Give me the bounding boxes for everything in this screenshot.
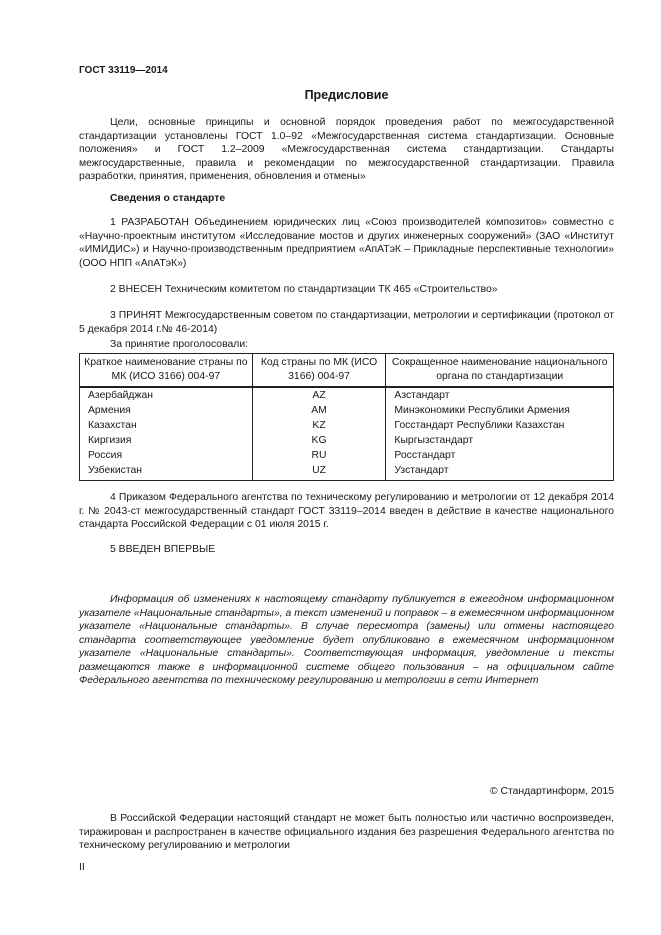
info-heading: Сведения о стандарте bbox=[110, 193, 226, 204]
table-row bbox=[80, 448, 614, 463]
country-code-cell: KZ bbox=[252, 418, 386, 433]
table-header-row bbox=[80, 354, 614, 388]
item-1-section bbox=[79, 216, 614, 270]
standards-body-cell: Узстандарт bbox=[386, 463, 614, 481]
standards-body-cell: Минэкономики Республики Армения bbox=[386, 403, 614, 418]
votes-caption: За принятие проголосовали: bbox=[110, 339, 249, 350]
country-name-cell: Россия bbox=[80, 448, 253, 463]
country-code-cell: AZ bbox=[252, 387, 386, 403]
country-code-cell: UZ bbox=[252, 463, 386, 481]
item-2-paragraph: 2 ВНЕСЕН Техническим комитетом по стандартизации ТК 465 «Строительство» bbox=[110, 284, 498, 295]
item-3-section bbox=[79, 309, 614, 336]
item-2-section bbox=[79, 283, 614, 297]
document-code: ГОСТ 33119—2014 bbox=[79, 65, 168, 76]
country-name-cell: Азербайджан bbox=[80, 387, 253, 403]
header-standards-body: Сокращенное наименование национального органа по стандартизации bbox=[386, 354, 614, 388]
country-name-cell: Казахстан bbox=[80, 418, 253, 433]
country-name-cell: Узбекистан bbox=[80, 463, 253, 481]
country-code-cell: AM bbox=[252, 403, 386, 418]
item-3-paragraph: 3 ПРИНЯТ Межгосударственным советом по стандартизации, метрологии и сертификации (протокол от 5 декабря 2014 г.№ 46-2014) bbox=[79, 310, 614, 335]
intro-section bbox=[79, 116, 614, 184]
item-5-section bbox=[79, 543, 614, 557]
standards-body-cell: Росстандарт bbox=[386, 448, 614, 463]
copyright-notice: © Стандартинформ, 2015 bbox=[489, 786, 614, 797]
table-row bbox=[80, 403, 614, 418]
table-row bbox=[80, 418, 614, 433]
rights-section bbox=[79, 812, 614, 853]
country-name-cell: Армения bbox=[80, 403, 253, 418]
page-title: Предисловие bbox=[304, 88, 389, 102]
item-1-paragraph: 1 РАЗРАБОТАН Объединением юридических лиц «Союз производителей композитов» совместно с «Научно-проектным институтом «Исследование мостов и других инженерных сооружений» (ЗАО «Институт «ИМИДИС») и Научно-производственным предприятием «АпАТэК – Прикладные перспективные технологии» (ООО НПП «АпАТэК») bbox=[79, 217, 614, 269]
standards-body-cell: Госстандарт Республики Казахстан bbox=[386, 418, 614, 433]
country-name-cell: Киргизия bbox=[80, 433, 253, 448]
votes-table bbox=[79, 353, 614, 481]
country-code-cell: RU bbox=[252, 448, 386, 463]
table-row bbox=[80, 433, 614, 448]
table-row bbox=[80, 463, 614, 481]
table-row bbox=[80, 387, 614, 403]
notice-section bbox=[79, 593, 614, 688]
intro-paragraph: Цели, основные принципы и основной порядок проведения работ по межгосударственной стандартизации установлены ГОСТ 1.0–92 «Межгосударственная система стандартизации. Основные положения» и ГОСТ 1.2–2009 «Межгосударственная система стандартизации. Стандарты межгосударственные, правила и рекомендации по межгосударственной стандартизации. Правила разработки, принятия, применения, обновления и отмены» bbox=[79, 117, 614, 182]
document-page bbox=[79, 0, 614, 935]
standards-body-cell: Азстандарт bbox=[386, 387, 614, 403]
item-5-paragraph: 5 ВВЕДЕН ВПЕРВЫЕ bbox=[110, 544, 216, 555]
notice-paragraph: Информация об изменениях к настоящему стандарту публикуется в ежегодном информационном указателе «Национальные стандарты», а текст изменений и поправок – в ежемесячном информационном указателе «Национальные стандарты». В случае пересмотра (замены) или отмены настоящего стандарта соответствующее уведомление будет опубликовано в ежемесячном информационном указателе «Национальные стандарты». Соответствующая информация, уведомление и тексты размещаются также в информационной системе общего пользования – на официальном сайте Федерального агентства по техническому регулированию и метрологии в сети Интернет bbox=[79, 594, 614, 686]
standards-body-cell: Кыргызстандарт bbox=[386, 433, 614, 448]
item-4-section bbox=[79, 491, 614, 532]
country-code-cell: KG bbox=[252, 433, 386, 448]
page-number: II bbox=[79, 862, 85, 873]
item-4-paragraph: 4 Приказом Федерального агентства по техническому регулированию и метрологии от 12 декабря 2014 г. № 2043-ст межгосударственный стандарт ГОСТ 33119–2014 введен в действие в качестве национального стандарта Российской Федерации с 01 июля 2015 г. bbox=[79, 492, 614, 530]
header-country-name: Краткое наименование страны по МК (ИСО 3166) 004-97 bbox=[80, 354, 253, 388]
rights-paragraph: В Российской Федерации настоящий стандарт не может быть полностью или частично воспроизведен, тиражирован и распространен в качестве официального издания без разрешения Федерального агентства по техническому регулированию и метрологии bbox=[79, 813, 614, 851]
header-country-code: Код страны по МК (ИСО 3166) 004-97 bbox=[252, 354, 386, 388]
